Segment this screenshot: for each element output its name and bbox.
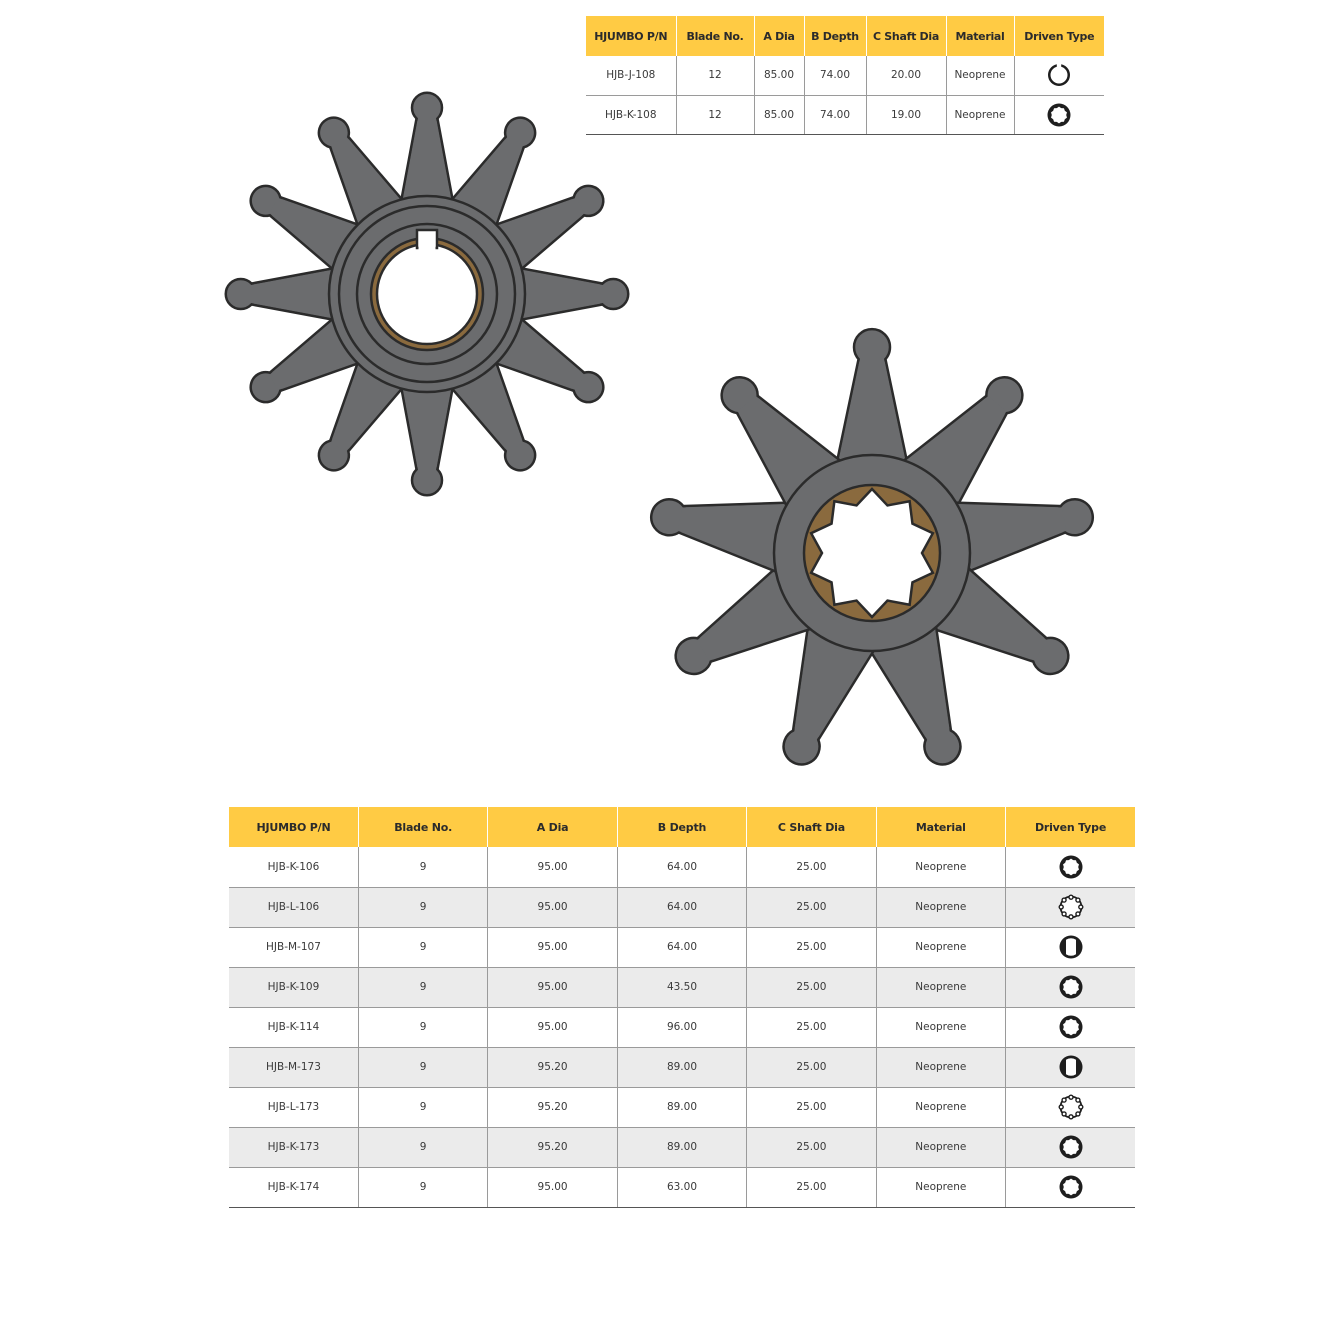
cell-b-depth: 64.00: [617, 927, 746, 967]
cell-material: Neoprene: [876, 1167, 1005, 1207]
header-b-depth: B Depth: [617, 807, 746, 847]
cell-driven-type: [1006, 1167, 1135, 1207]
table-row: [229, 847, 1135, 887]
cell-blade-no: 9: [358, 1167, 487, 1207]
table-row: [229, 967, 1135, 1007]
cell-c-shaft-dia: 25.00: [747, 887, 876, 927]
cell-blade-no: 9: [358, 927, 487, 967]
cell-b-depth: 89.00: [617, 1087, 746, 1127]
cell-c-shaft-dia: 25.00: [747, 1047, 876, 1087]
table-header-row: [586, 16, 1104, 56]
cell-material: Neoprene: [946, 56, 1014, 95]
cell-blade-no: 9: [358, 1047, 487, 1087]
cell-driven-type: [1006, 967, 1135, 1007]
cell-c-shaft-dia: 25.00: [747, 1127, 876, 1167]
cell-b-depth: 74.00: [804, 56, 866, 95]
cell-part-number: HJB-M-107: [229, 927, 358, 967]
cell-c-shaft-dia: 19.00: [866, 95, 946, 134]
cell-blade-no: 9: [358, 1007, 487, 1047]
cell-material: Neoprene: [876, 967, 1005, 1007]
cell-a-dia: 95.00: [488, 1167, 617, 1207]
cell-material: Neoprene: [946, 95, 1014, 134]
impeller-9-blade-illustration: [641, 322, 1103, 784]
cell-a-dia: 85.00: [754, 56, 804, 95]
cell-a-dia: 95.00: [488, 847, 617, 887]
cell-part-number: HJB-K-106: [229, 847, 358, 887]
cell-part-number: HJB-L-106: [229, 887, 358, 927]
table-row: [229, 887, 1135, 927]
cell-material: Neoprene: [876, 1087, 1005, 1127]
cell-b-depth: 96.00: [617, 1007, 746, 1047]
cell-material: Neoprene: [876, 1127, 1005, 1167]
cell-material: Neoprene: [876, 887, 1005, 927]
cell-blade-no: 9: [358, 1087, 487, 1127]
cell-blade-no: 9: [358, 847, 487, 887]
cell-c-shaft-dia: 25.00: [747, 847, 876, 887]
top-spec-table: [586, 16, 1104, 135]
impeller-12-blade-illustration: [218, 85, 636, 503]
header-part-number: HJUMBO P/N: [229, 807, 358, 847]
cell-part-number: HJB-K-174: [229, 1167, 358, 1207]
cell-driven-type: [1014, 95, 1104, 134]
cell-blade-no: 9: [358, 1127, 487, 1167]
spline-icon: [1058, 854, 1084, 880]
cell-b-depth: 89.00: [617, 1127, 746, 1167]
table-header-row: [229, 807, 1135, 847]
cell-a-dia: 95.20: [488, 1047, 617, 1087]
header-c-shaft-dia: C Shaft Dia: [747, 807, 876, 847]
header-material: Material: [876, 807, 1005, 847]
cell-material: Neoprene: [876, 927, 1005, 967]
double-flat-icon: [1058, 934, 1084, 960]
cell-material: Neoprene: [876, 1007, 1005, 1047]
header-blade-no: Blade No.: [358, 807, 487, 847]
cell-b-depth: 43.50: [617, 967, 746, 1007]
cell-c-shaft-dia: 25.00: [747, 927, 876, 967]
cell-c-shaft-dia: 25.00: [747, 967, 876, 1007]
cell-c-shaft-dia: 25.00: [747, 1167, 876, 1207]
cell-c-shaft-dia: 25.00: [747, 1007, 876, 1047]
table-row: [229, 927, 1135, 967]
header-a-dia: A Dia: [488, 807, 617, 847]
cell-b-depth: 64.00: [617, 847, 746, 887]
cell-a-dia: 95.00: [488, 1007, 617, 1047]
header-a-dia: A Dia: [754, 16, 804, 56]
table-row: [229, 1167, 1135, 1207]
cell-blade-no: 9: [358, 887, 487, 927]
table-row: [586, 56, 1104, 95]
cell-part-number: HJB-J-108: [586, 56, 676, 95]
table-row: [229, 1047, 1135, 1087]
table-row: [229, 1087, 1135, 1127]
cell-material: Neoprene: [876, 847, 1005, 887]
cell-driven-type: [1006, 1007, 1135, 1047]
cell-part-number: HJB-K-108: [586, 95, 676, 134]
cell-b-depth: 89.00: [617, 1047, 746, 1087]
cell-part-number: HJB-L-173: [229, 1087, 358, 1127]
header-part-number: HJUMBO P/N: [586, 16, 676, 56]
table-row: [229, 1007, 1135, 1047]
cell-part-number: HJB-M-173: [229, 1047, 358, 1087]
spline-icon: [1058, 1134, 1084, 1160]
header-blade-no: Blade No.: [676, 16, 754, 56]
cell-a-dia: 95.20: [488, 1127, 617, 1167]
spline-icon: [1046, 102, 1072, 128]
table-row: [229, 1127, 1135, 1167]
cell-a-dia: 95.00: [488, 887, 617, 927]
cell-b-depth: 64.00: [617, 887, 746, 927]
header-c-shaft-dia: C Shaft Dia: [866, 16, 946, 56]
cell-driven-type: [1014, 56, 1104, 95]
cell-blade-no: 12: [676, 95, 754, 134]
cell-a-dia: 95.00: [488, 967, 617, 1007]
header-material: Material: [946, 16, 1014, 56]
bottom-spec-table: [229, 807, 1135, 1208]
cell-driven-type: [1006, 927, 1135, 967]
header-driven-type: Driven Type: [1006, 807, 1135, 847]
cell-c-shaft-dia: 20.00: [866, 56, 946, 95]
cell-b-depth: 74.00: [804, 95, 866, 134]
cell-driven-type: [1006, 887, 1135, 927]
double-flat-icon: [1058, 1054, 1084, 1080]
cell-blade-no: 12: [676, 56, 754, 95]
header-driven-type: Driven Type: [1014, 16, 1104, 56]
cell-part-number: HJB-K-173: [229, 1127, 358, 1167]
cell-c-shaft-dia: 25.00: [747, 1087, 876, 1127]
cell-driven-type: [1006, 1087, 1135, 1127]
spline-icon: [1058, 974, 1084, 1000]
spline-icon: [1058, 1014, 1084, 1040]
cell-driven-type: [1006, 1127, 1135, 1167]
spline-icon: [1058, 1174, 1084, 1200]
cell-blade-no: 9: [358, 967, 487, 1007]
notched-spline-icon: [1058, 1094, 1084, 1120]
cell-driven-type: [1006, 1047, 1135, 1087]
notched-spline-icon: [1058, 894, 1084, 920]
cell-part-number: HJB-K-114: [229, 1007, 358, 1047]
cell-a-dia: 95.20: [488, 1087, 617, 1127]
cell-a-dia: 95.00: [488, 927, 617, 967]
cell-driven-type: [1006, 847, 1135, 887]
cell-material: Neoprene: [876, 1047, 1005, 1087]
cell-part-number: HJB-K-109: [229, 967, 358, 1007]
cell-a-dia: 85.00: [754, 95, 804, 134]
keyway-icon: [1046, 62, 1072, 88]
header-b-depth: B Depth: [804, 16, 866, 56]
table-row: [586, 95, 1104, 134]
cell-b-depth: 63.00: [617, 1167, 746, 1207]
